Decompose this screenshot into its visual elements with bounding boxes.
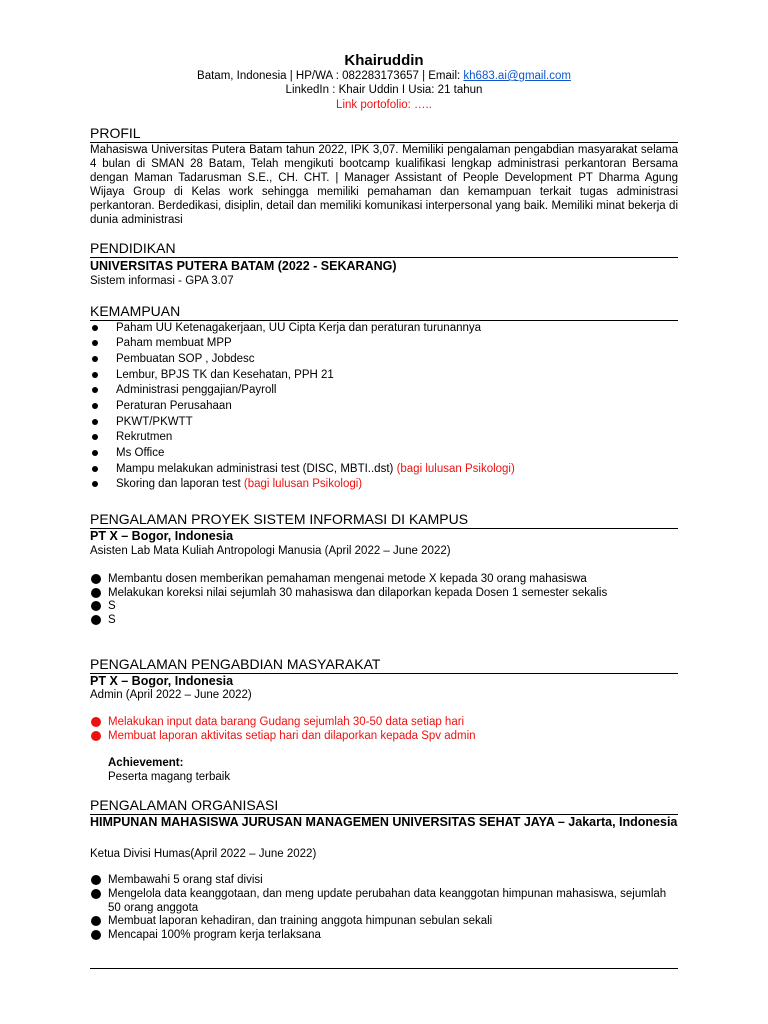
contact-info: Batam, Indonesia | HP/WA : 082283173657 | Email: — [197, 70, 464, 82]
section-title-organisasi: PENGALAMAN ORGANISASI — [90, 797, 678, 815]
bullet-icon — [92, 340, 98, 346]
bullet-icon — [92, 372, 98, 378]
bottom-divider — [90, 968, 678, 969]
candidate-name: Khairuddin — [344, 52, 424, 69]
bullet-icon — [92, 403, 98, 409]
section-title-proyek: PENGALAMAN PROYEK SISTEM INFORMASI DI KAMPUS — [90, 511, 678, 529]
profil-text: Mahasiswa Universitas Putera Batam tahun 2022, IPK 3,07. Memiliki pengalaman pengabdian masyarakat selama 4 bulan di SMAN 28 Batam, Telah mengikuti bootcamp kualifikasi lengkap administrasi perkantoran Bersama dengan Maman Tadarusman S.E., CH. CHT. | Manager Assistant of People Development PT Dharma Agung Wijaya Group di Kelas work sehingga memiliki pemahaman dan kemampuan terkait tugas administrasi perkantoran. Berdedikasi, disiplin, detail dan memiliki komunikasi interpersonal yang baik. Memiliki minat bekerja di dunia administrasi — [90, 144, 678, 226]
email-link[interactable]: kh683.ai@gmail.com — [463, 70, 571, 82]
bullet-icon — [92, 387, 98, 393]
bullet-icon — [92, 481, 98, 487]
organisasi-role: Ketua Divisi Humas(April 2022 – June 2022) — [90, 848, 317, 860]
linkedin-line: LinkedIn : Khair Uddin I Usia: 21 tahun — [285, 84, 483, 96]
achievement-text: Peserta magang terbaik — [108, 771, 231, 783]
bullet-icon — [91, 916, 101, 926]
bullet-icon — [92, 419, 98, 425]
achievement-label: Achievement: — [108, 757, 184, 769]
bullet-icon — [91, 717, 101, 727]
organisasi-name: HIMPUNAN MAHASISWA JURUSAN MANAGEMEN UNIVERSITAS SEHAT JAYA – Jakarta, Indonesia — [90, 815, 678, 829]
bullet-icon — [91, 731, 101, 741]
bullet-icon — [92, 356, 98, 362]
proyek-role: Asisten Lab Mata Kuliah Antropologi Manusia (April 2022 – June 2022) — [90, 545, 451, 557]
bullet-icon — [91, 574, 101, 584]
proyek-company: PT X – Bogor, Indonesia — [90, 529, 234, 543]
section-title-kemampuan: KEMAMPUAN — [90, 303, 678, 321]
bullet-icon — [92, 325, 98, 331]
bullet-icon — [92, 450, 98, 456]
section-title-profil: PROFIL — [90, 125, 678, 143]
section-title-pendidikan: PENDIDIKAN — [90, 240, 678, 258]
pengabdian-role: Admin (April 2022 – June 2022) — [90, 689, 252, 701]
pengabdian-company: PT X – Bogor, Indonesia — [90, 674, 234, 688]
bullet-icon — [91, 875, 101, 885]
bullet-icon — [92, 466, 98, 472]
bullet-icon — [91, 588, 101, 598]
bullet-icon — [91, 615, 101, 625]
section-title-pengabdian: PENGALAMAN PENGABDIAN MASYARAKAT — [90, 656, 678, 674]
bullet-icon — [91, 930, 101, 940]
skill-note: (bagi lulusan Psikologi) — [396, 463, 515, 475]
bullet-icon — [92, 434, 98, 440]
contact-line — [90, 70, 678, 82]
bullet-icon — [91, 601, 101, 611]
skill-note: (bagi lulusan Psikologi) — [243, 478, 363, 490]
education-school: UNIVERSITAS PUTERA BATAM (2022 - SEKARANG) — [90, 259, 397, 273]
portfolio-link[interactable]: Link portofolio: ….. — [336, 99, 432, 111]
bullet-icon — [91, 889, 101, 899]
education-detail: Sistem informasi - GPA 3.07 — [90, 275, 234, 287]
